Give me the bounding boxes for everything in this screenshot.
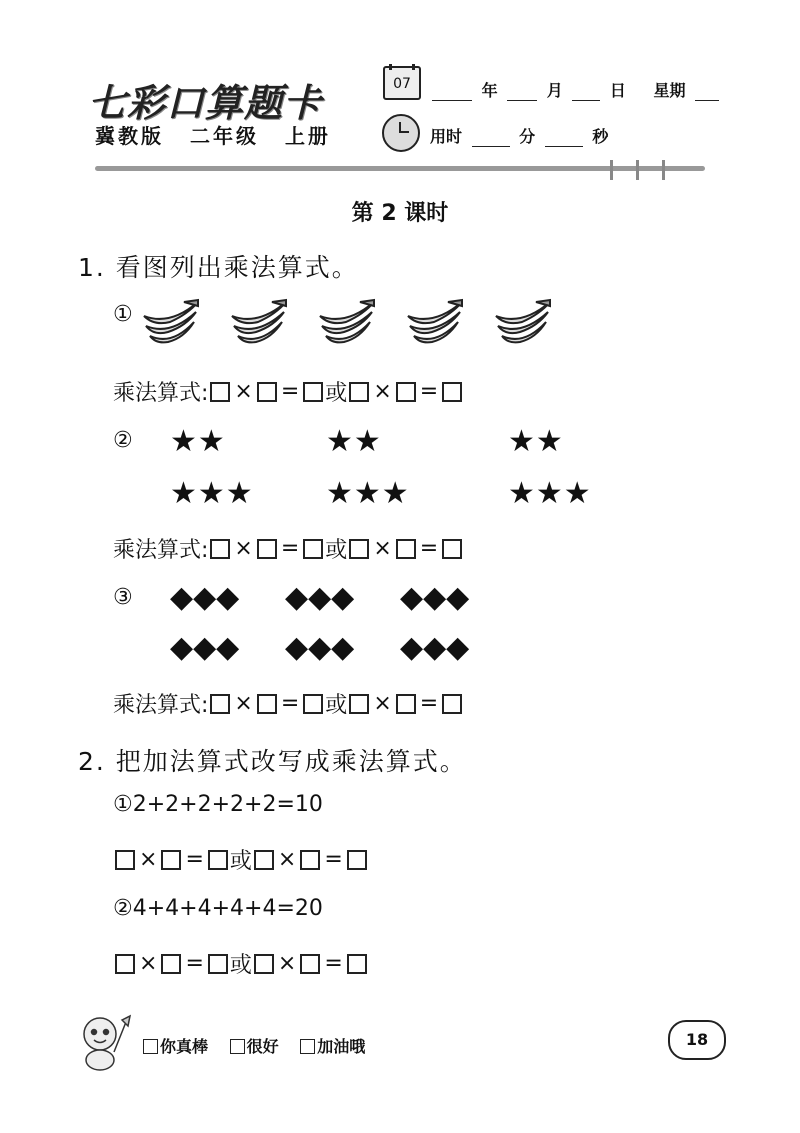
star-group: ★★ xyxy=(508,424,564,459)
answer-box[interactable] xyxy=(347,850,367,870)
calendar-icon xyxy=(383,66,421,100)
brand-title: 七彩口算题卡 xyxy=(88,81,323,125)
equals-sign: = xyxy=(185,951,204,976)
item-3-marker: ③ xyxy=(113,585,133,610)
divider-tick xyxy=(662,160,665,180)
or-word: 或 xyxy=(229,849,252,874)
or-word: 或 xyxy=(325,538,348,563)
question-1-title: 1. 看图列出乘法算式。 xyxy=(78,253,359,282)
answer-box[interactable] xyxy=(208,954,228,974)
answer-box[interactable] xyxy=(303,694,323,714)
seconds-blank[interactable] xyxy=(545,132,583,147)
day-blank[interactable] xyxy=(572,86,600,101)
answer-box[interactable] xyxy=(303,539,323,559)
time-used-label: 用时 xyxy=(430,127,463,146)
or-word: 或 xyxy=(325,693,348,718)
answer-box[interactable] xyxy=(161,954,181,974)
diamond-group: ◆◆◆ xyxy=(170,580,240,615)
equals-sign: = xyxy=(419,536,439,561)
item-2-marker: ② xyxy=(113,428,133,453)
month-blank[interactable] xyxy=(507,86,537,101)
day-label: 日 xyxy=(609,81,626,100)
equation-row-3 xyxy=(113,688,464,719)
year-label: 年 xyxy=(481,81,498,100)
checkbox[interactable] xyxy=(143,1039,158,1054)
checkbox[interactable] xyxy=(230,1039,245,1054)
answer-box[interactable] xyxy=(442,539,462,559)
edition-grade: 二年级 xyxy=(189,124,259,148)
diamond-group: ◆◆◆ xyxy=(400,580,470,615)
answer-box[interactable] xyxy=(349,694,369,714)
or-word: 或 xyxy=(229,953,252,978)
weekday-label: 星期 xyxy=(653,81,686,100)
rating-option[interactable] xyxy=(230,1037,279,1056)
rating-label: 你真棒 xyxy=(160,1037,209,1056)
times-sign: × xyxy=(373,691,392,716)
answer-box[interactable] xyxy=(442,694,462,714)
answer-box[interactable] xyxy=(115,850,135,870)
time-line xyxy=(430,124,608,147)
answer-box[interactable] xyxy=(115,954,135,974)
equation-label: 乘法算式: xyxy=(113,693,209,718)
item-1-marker: ① xyxy=(113,302,133,327)
equals-sign: = xyxy=(419,379,439,404)
answer-box[interactable] xyxy=(442,382,462,402)
banana-bunch-icon xyxy=(140,296,202,352)
equals-sign: = xyxy=(280,691,300,716)
answer-box[interactable] xyxy=(396,694,416,714)
answer-box[interactable] xyxy=(254,954,274,974)
star-group: ★★ xyxy=(170,424,226,459)
times-sign: × xyxy=(277,951,297,976)
equals-sign: = xyxy=(185,847,204,872)
addition-expression-1: ①2+2+2+2+2=10 xyxy=(113,792,323,817)
banana-bunch-icon xyxy=(228,296,290,352)
times-sign: × xyxy=(373,379,392,404)
edition-line xyxy=(95,120,347,149)
times-sign: × xyxy=(373,536,392,561)
equation-row-2 xyxy=(113,533,464,564)
date-line xyxy=(428,78,723,101)
lesson-title: 第 2 课时 xyxy=(351,201,449,226)
answer-box[interactable] xyxy=(347,954,367,974)
equals-sign: = xyxy=(419,691,439,716)
answer-box[interactable] xyxy=(300,954,320,974)
diamond-group: ◆◆◆ xyxy=(285,630,355,665)
times-sign: × xyxy=(277,847,297,872)
header-divider xyxy=(95,166,705,171)
equals-sign: = xyxy=(324,847,343,872)
edition-volume: 上册 xyxy=(284,124,331,148)
calendar-day: 07 xyxy=(393,76,411,92)
times-sign: × xyxy=(234,536,253,561)
answer-box[interactable] xyxy=(210,694,230,714)
answer-box[interactable] xyxy=(349,382,369,402)
times-sign: × xyxy=(139,951,158,976)
times-sign: × xyxy=(234,691,253,716)
answer-box[interactable] xyxy=(254,850,274,870)
page-number: 18 xyxy=(668,1020,726,1060)
answer-box[interactable] xyxy=(257,539,277,559)
mascot-icon xyxy=(70,1008,134,1072)
equation-label: 乘法算式: xyxy=(113,381,209,406)
equation-row-5 xyxy=(113,948,369,979)
banana-bunch-icon xyxy=(316,296,378,352)
answer-box[interactable] xyxy=(396,382,416,402)
diamond-group: ◆◆◆ xyxy=(400,630,470,665)
answer-box[interactable] xyxy=(257,694,277,714)
answer-box[interactable] xyxy=(303,382,323,402)
weekday-blank[interactable] xyxy=(695,86,719,101)
self-rating xyxy=(143,1034,381,1057)
rating-option[interactable] xyxy=(143,1037,208,1056)
equals-sign: = xyxy=(280,379,300,404)
rating-option[interactable] xyxy=(300,1037,365,1056)
minutes-blank[interactable] xyxy=(472,132,510,147)
answer-box[interactable] xyxy=(349,539,369,559)
month-label: 月 xyxy=(546,81,563,100)
star-group: ★★★ xyxy=(170,476,254,511)
answer-box[interactable] xyxy=(300,850,320,870)
rating-label: 加油哦 xyxy=(317,1037,366,1056)
divider-tick xyxy=(636,160,639,180)
times-sign: × xyxy=(234,379,253,404)
diamond-group: ◆◆◆ xyxy=(170,630,240,665)
equation-row-4 xyxy=(113,844,369,875)
answer-box[interactable] xyxy=(396,539,416,559)
divider-tick xyxy=(610,160,613,180)
equation-label: 乘法算式: xyxy=(113,538,209,563)
star-group: ★★★ xyxy=(326,476,410,511)
banana-groups xyxy=(140,296,554,352)
clock-icon xyxy=(382,114,420,152)
banana-bunch-icon xyxy=(404,296,466,352)
year-blank[interactable] xyxy=(432,86,472,101)
answer-box[interactable] xyxy=(161,850,181,870)
answer-box[interactable] xyxy=(210,382,230,402)
question-2-title: 2. 把加法算式改写成乘法算式。 xyxy=(78,747,467,776)
banana-bunch-icon xyxy=(492,296,554,352)
or-word: 或 xyxy=(325,381,348,406)
answer-box[interactable] xyxy=(210,539,230,559)
equals-sign: = xyxy=(280,536,300,561)
equation-row-1 xyxy=(113,376,464,407)
answer-box[interactable] xyxy=(208,850,228,870)
equals-sign: = xyxy=(324,951,343,976)
addition-expression-2: ②4+4+4+4+4=20 xyxy=(113,896,323,921)
star-group: ★★★ xyxy=(508,476,592,511)
seconds-label: 秒 xyxy=(592,127,609,146)
rating-label: 很好 xyxy=(246,1037,279,1056)
edition-publisher: 冀教版 xyxy=(95,124,164,148)
answer-box[interactable] xyxy=(257,382,277,402)
minutes-label: 分 xyxy=(519,127,536,146)
diamond-group: ◆◆◆ xyxy=(285,580,355,615)
times-sign: × xyxy=(139,847,158,872)
checkbox[interactable] xyxy=(300,1039,315,1054)
star-group: ★★ xyxy=(326,424,382,459)
